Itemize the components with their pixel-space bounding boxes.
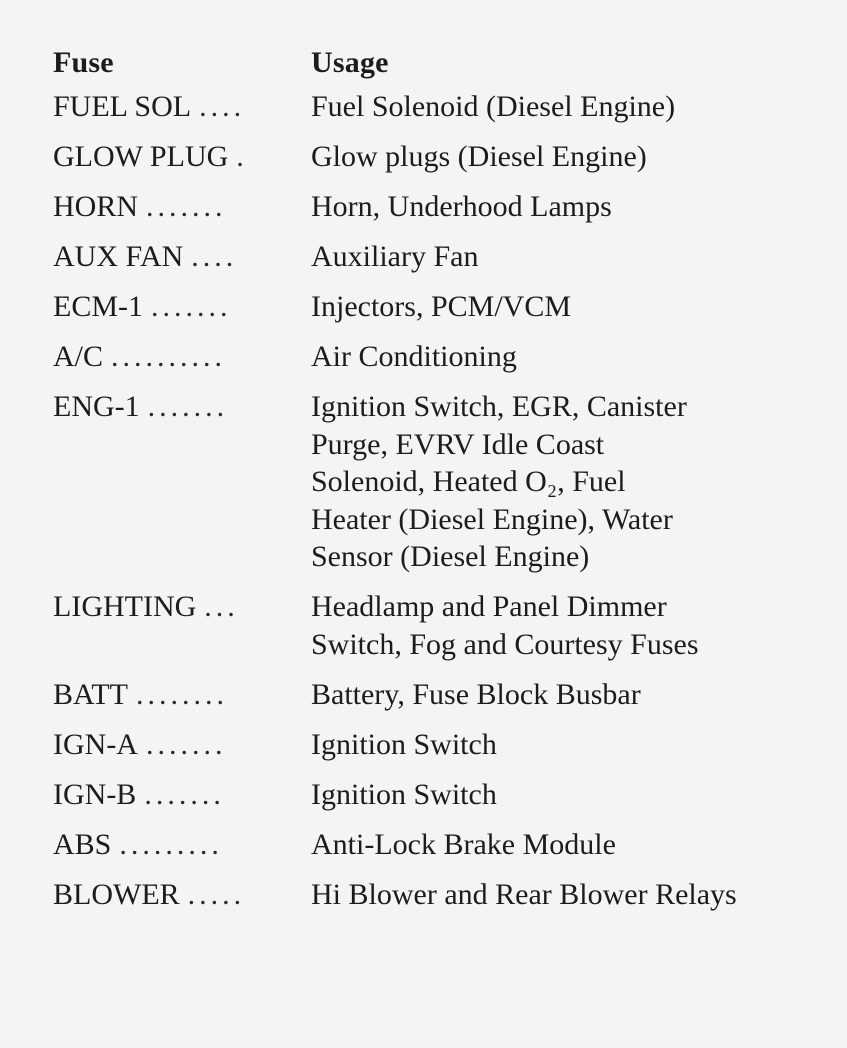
usage-text: Ignition Switch, EGR, Canister xyxy=(311,390,687,423)
usage-cell xyxy=(311,388,823,576)
fuse-cell xyxy=(53,188,311,226)
usage-text: Air Conditioning xyxy=(311,340,517,373)
fuse-cell xyxy=(53,826,311,864)
fuse-usage-table xyxy=(53,38,823,926)
usage-text: Auxiliary Fan xyxy=(311,240,479,273)
usage-cell xyxy=(311,588,823,663)
table-rows xyxy=(53,88,823,913)
dot-leader: ....... xyxy=(144,777,225,811)
fuse-name: ECM-1 xyxy=(53,290,143,323)
usage-cell xyxy=(311,726,823,764)
usage-text: Anti-Lock Brake Module xyxy=(311,827,616,861)
fuse-column-header: Fuse xyxy=(53,46,114,79)
usage-cell xyxy=(311,138,823,176)
usage-column-header: Usage xyxy=(311,46,389,79)
fuse-cell xyxy=(53,676,311,714)
fuse-cell xyxy=(53,588,311,626)
fuse-name: IGN-A xyxy=(53,727,138,761)
fuse-name: BLOWER xyxy=(53,877,180,911)
table-row xyxy=(53,726,823,764)
fuse-cell xyxy=(53,776,311,814)
dot-leader: ......... xyxy=(119,827,223,861)
fuse-name: IGN-B xyxy=(53,777,137,811)
table-header xyxy=(53,38,823,88)
dot-leader: ....... xyxy=(147,390,229,423)
usage-cell xyxy=(311,238,823,276)
usage-cell xyxy=(311,676,823,714)
table-row xyxy=(53,876,823,914)
table-row xyxy=(53,338,823,376)
table-row xyxy=(53,676,823,714)
usage-cell xyxy=(311,288,823,326)
dot-leader: ....... xyxy=(145,727,227,761)
dot-leader: .... xyxy=(199,90,246,123)
fuse-name: HORN xyxy=(53,190,139,223)
usage-text: Ignition Switch xyxy=(311,777,497,811)
fuse-cell xyxy=(53,338,311,376)
usage-text: Hi Blower and Rear Blower Relays xyxy=(311,877,737,911)
table-row xyxy=(53,826,823,864)
table-row xyxy=(53,238,823,276)
usage-text: Heater (Diesel Engine), Water xyxy=(311,502,673,536)
fuse-cell xyxy=(53,726,311,764)
usage-cell xyxy=(311,88,823,126)
fuse-cell xyxy=(53,88,311,126)
fuse-name: BATT xyxy=(53,677,128,711)
usage-text: Solenoid, Heated O₂, Fuel xyxy=(311,465,626,498)
dot-leader: . xyxy=(236,140,248,173)
usage-text: Glow plugs (Diesel Engine) xyxy=(311,140,647,173)
fuse-name: GLOW PLUG xyxy=(53,140,229,173)
dot-leader: .......... xyxy=(111,340,227,373)
usage-cell xyxy=(311,776,823,814)
fuse-name: ABS xyxy=(53,827,112,861)
fuse-cell xyxy=(53,238,311,276)
fuse-name: FUEL SOL xyxy=(53,90,192,123)
usage-cell xyxy=(311,876,823,914)
usage-text: Injectors, PCM/VCM xyxy=(311,290,572,323)
dot-leader: ... xyxy=(204,590,239,623)
usage-text: Battery, Fuse Block Busbar xyxy=(311,677,641,711)
usage-text: Ignition Switch xyxy=(311,727,497,761)
dot-leader: ....... xyxy=(146,190,227,223)
table-row xyxy=(53,388,823,576)
dot-leader: ..... xyxy=(187,877,246,911)
table-row xyxy=(53,138,823,176)
fuse-name: ENG-1 xyxy=(53,390,140,423)
usage-cell xyxy=(311,826,823,864)
dot-leader: ........ xyxy=(136,677,228,711)
table-row xyxy=(53,588,823,663)
fuse-cell xyxy=(53,388,311,426)
table-row xyxy=(53,188,823,226)
usage-cell xyxy=(311,338,823,376)
usage-text: Headlamp and Panel Dimmer xyxy=(311,590,667,623)
dot-leader: .... xyxy=(191,240,238,273)
dot-leader: ....... xyxy=(151,290,232,323)
usage-cell xyxy=(311,188,823,226)
usage-text: Switch, Fog and Courtesy Fuses xyxy=(311,627,699,661)
fuse-name: AUX FAN xyxy=(53,240,184,273)
fuse-name: A/C xyxy=(53,340,104,373)
table-row xyxy=(53,88,823,126)
usage-text: Fuel Solenoid (Diesel Engine) xyxy=(311,90,676,123)
fuse-cell xyxy=(53,876,311,914)
usage-text: Purge, EVRV Idle Coast xyxy=(311,427,605,461)
usage-text: Horn, Underhood Lamps xyxy=(311,190,612,223)
usage-text: Sensor (Diesel Engine) xyxy=(311,540,590,573)
fuse-cell xyxy=(53,288,311,326)
fuse-name: LIGHTING xyxy=(53,590,197,623)
table-row xyxy=(53,288,823,326)
table-row xyxy=(53,776,823,814)
fuse-cell xyxy=(53,138,311,176)
